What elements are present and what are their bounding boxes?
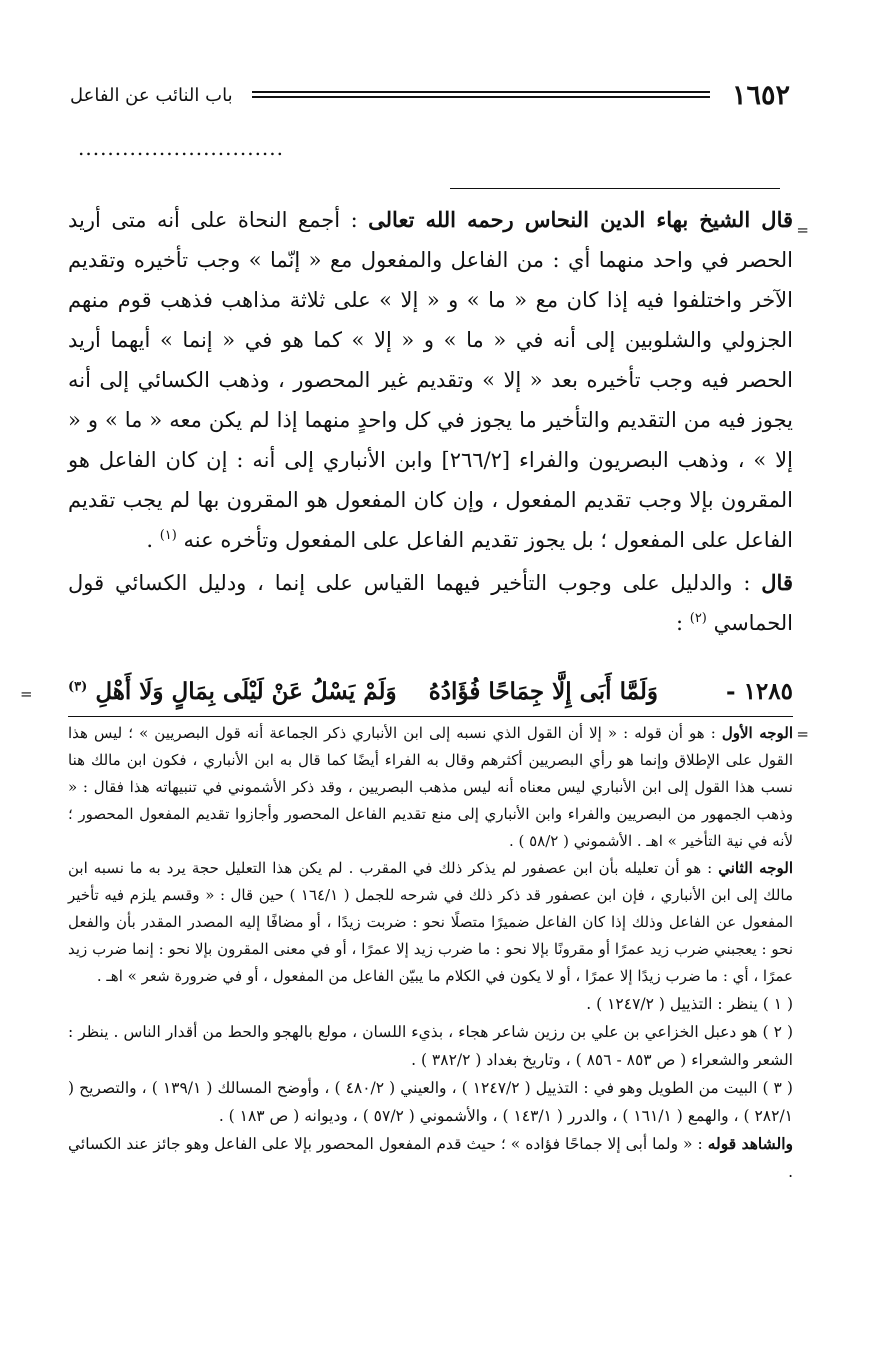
note-paragraph (68, 720, 793, 855)
note-text: : هو أن قوله : « إلا أن القول الذي نسبه إلى ابن الأنباري ذكر الجماعة أنه قول البصريين » ؛ ليس هذا القول على الإطلاق وإنما هو رأي البصريين أكثرهم وقال به الفراء أيضًا كما قال به ابن الأنباري ، فكون ابن مالك هنا نسب هذا القول إلى ابن الأنباري ليس معناه أنه ليس مذهب البصريين ، وقد ذكر الأشموني في تنبيهاته هذا فقال : « وذهب الجمهور من البصريين والفراء وابن الأنباري إلى منع تقديم الفاعل المحصور وأجازوا تقديم المفعول المحصور ؛ لأنه في نية التأخير » اهـ . الأشموني ( ٥٨/٢ ) . (68, 724, 793, 850)
paragraph (68, 563, 793, 643)
running-header (70, 80, 790, 112)
note-lead: الوجه الأول (721, 724, 793, 742)
chapter-title: باب النائب عن الفاعل (70, 85, 233, 106)
header-double-rule (252, 91, 710, 98)
page-number: ١٦٥٢ (731, 80, 790, 111)
shahid-note (68, 1130, 793, 1186)
note-paragraph (68, 855, 793, 990)
hemistich-text: وَلَمْ يَسْلُ عَنْ لَيْلَى بِمَالٍ وَلَا أَهْلِ (95, 678, 397, 705)
verse-hemistich-1: وَلَمَّا أَبَى إِلَّا جِمَاحًا فُؤَادُهُ (428, 678, 658, 705)
footnote-ref: (٣) (68, 679, 88, 695)
verse-hemistich-2 (68, 670, 397, 714)
paragraph-text: : أجمع النحاة على أنه متى أريد الحصر في واحد منهما أي : من الفاعل والمفعول مع « إنّما » وجب تأخيره وتقديم الآخر واختلفوا فيه إذا كان مع « ما » و « إلا » على ثلاثة مذاهب فذهب قوم منهم الجزولي والشلوبين إلى أنه في « ما » و « إلا » كما هو في « إنما » أيهما أريد الحصر فيه وجب تأخيره بعد « إلا » وتقديم غير المحصور ، وذهب الكسائي إلى أنه يجوز فيه من التقديم والتأخير ما يجوز في كل واحدٍ منهما إذا لم يكن معه « ما » و « إلا » ، وذهب البصريون والفراء [٢٦٦/٢] وابن الأنباري إلى أنه : إن كان الفاعل هو المقرون بإلا وجب تقديم المفعول ، وإن كان المفعول هو المقرون بها لم يجب تقديم الفاعل على المفعول ؛ بل يجوز تقديم الفاعل على المفعول وتأخره عنه (68, 208, 793, 552)
footnote-ref: (٢) (689, 611, 707, 626)
speaker-lead: قال (761, 570, 793, 595)
verse-number: ١٢٨٥ - (726, 678, 793, 705)
top-rule (450, 188, 780, 189)
footnote-3: ( ٣ ) البيت من الطويل وهو في : التذييل ( ١٢٤٧/٢ ) ، والعيني ( ٤٨٠/٢ ) ، وأوضح المسالك ( ١٣٩/١ ) ، والتصريح ( ٢٨٢/١ ) ، والهمع ( ١٦١/١ ) ، والدرر ( ١٤٣/١ ) ، والأشموني ( ٥٧/٢ ) ، وديوانه ( ص ١٨٣ ) . (68, 1079, 793, 1125)
main-text (68, 200, 793, 643)
note-text: : « ولما أبى إلا جماحًا فؤاده » ؛ حيث قدم المفعول المحصور بإلا على الفاعل وهو جائز عند الكسائي . (68, 1135, 793, 1181)
poetry-verse (68, 670, 793, 714)
footnote-1: ( ١ ) ينظر : التذييل ( ١٢٤٧/٢ ) . (586, 995, 793, 1013)
note-lead: والشاهد قوله (707, 1134, 793, 1153)
paragraph-end: . (146, 528, 160, 552)
footnote-2: ( ٢ ) هو دعبل الخزاعي بن علي بن رزين شاعر هجاء ، بذيء اللسان ، مولع بالهجو والحط من أقدار الناس . ينظر : الشعر والشعراء ( ص ٨٥٣ - ٨٥٦ ) ، وتاريخ بغداد ( ٣٨٢/٢ ) . (68, 1023, 793, 1069)
speaker-lead: قال الشيخ بهاء الدين النحاس رحمه الله تعالى (368, 207, 793, 232)
margin-equals-mark: = (796, 725, 809, 743)
dotted-separator: ............................ (78, 136, 285, 160)
margin-equals-mark: = (796, 221, 809, 239)
footnotes (68, 720, 793, 1186)
margin-equals-mark: = (20, 685, 33, 703)
paragraph (68, 200, 793, 560)
note-lead: الوجه الثاني (718, 859, 793, 877)
paragraph-text: : والدليل على وجوب التأخير فيهما القياس على إنما ، ودليل الكسائي قول الحماسي (68, 571, 793, 635)
footnote-rule (68, 716, 793, 717)
footnote-ref: (١) (159, 528, 177, 543)
paragraph-end: : (675, 611, 690, 635)
note-text: : هو أن تعليله بأن ابن عصفور لم يذكر ذلك في المقرب . لم يكن هذا التعليل حجة يرد به ما نسبه ابن مالك إلى ابن الأنباري ، فإن ابن عصفور قد ذكر ذلك في شرحه للجمل ( ١٦٤/١ ) حين قال : « وقسم يلزم فيه تأخير المفعول عن الفاعل وذلك إذا كان الفاعل ضميرًا متصلًا نحو : ضربت زيدًا ، أو مضافًا إليه المصدر المقدر بأن والفعل نحو : يعجبني ضرب زيد عمرًا أو مقرونًا بإلا نحو : ما ضرب زيد إلا عمرًا ، أو في معنى المقرون بإلا نحو : إنما ضرب زيد عمرًا ، أي : ما ضرب زيدًا إلا عمرًا ، أو لا يكون في الكلام ما يبيّن الفاعل من المفعول ، أو في ضرورة شعر » اهـ . (68, 859, 793, 985)
